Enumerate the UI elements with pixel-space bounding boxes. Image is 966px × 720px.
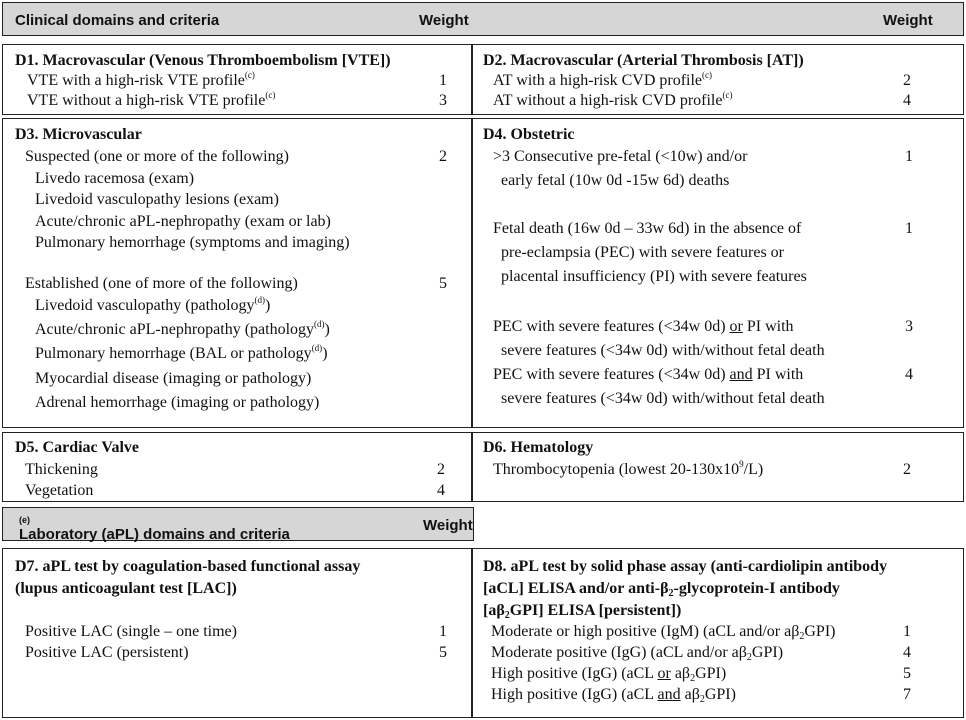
domain-d3 xyxy=(2,118,472,428)
d3-suspected-item-2: Livedoid vasculopathy lesions (exam) xyxy=(35,191,279,208)
domain-d8 xyxy=(472,548,964,718)
d8-row-3-weight: 5 xyxy=(903,665,911,682)
d3-established-item-1: Livedoid vasculopathy (pathology$^{(d)}$) xyxy=(35,295,271,314)
d8-row-2: Moderate positive (IgG) (aCL and/or $a\beta_2GPI$) xyxy=(491,644,784,663)
d7-title-line-2: (lupus anticoagulant test [LAC]) xyxy=(15,580,237,597)
d7-title-line-1: D7. aPL test by coagulation-based functional assay xyxy=(15,558,361,575)
d4-item-c-line-2: severe features (<34w 0d) with/without fetal death xyxy=(501,342,825,359)
d5-title: D5. Cardiac Valve xyxy=(15,439,139,456)
d1-row-1: VTE with a high-risk VTE profile$^{(c)}$ xyxy=(27,70,255,89)
d6-row-1: Thrombocytopenia (lowest $20-130x10^9/L$) xyxy=(493,459,764,478)
domain-d5 xyxy=(2,432,472,502)
d2-row-1: AT with a high-risk CVD profile$^{(c)}$ xyxy=(493,70,713,89)
d7-row-1: Positive LAC (single – one time) xyxy=(25,623,237,640)
d8-title-line-1: D8. aPL test by solid phase assay (anti-cardiolipin antibody xyxy=(483,558,888,575)
d4-item-b-weight: 1 xyxy=(905,220,913,237)
d4-item-d-weight: 4 xyxy=(905,366,913,383)
d3-established: Established (one of more of the following) xyxy=(25,275,298,292)
d4-title: D4. Obstetric xyxy=(483,126,575,143)
d5-row-2-weight: 4 xyxy=(437,482,445,499)
d4-item-a-line-1: >3 Consecutive pre-fetal (<10w) and/or xyxy=(493,148,748,165)
d1-row-2-weight: 3 xyxy=(439,92,447,109)
header-weight-left: Weight xyxy=(419,12,469,29)
domain-d6 xyxy=(472,432,964,502)
d1-row-2: VTE without a high-risk VTE profile$^{(c)}$ xyxy=(27,90,276,109)
d7-row-2-weight: 5 xyxy=(439,644,447,661)
domain-d4 xyxy=(472,118,964,428)
d3-established-item-3: Pulmonary hemorrhage (BAL or pathology$^{(d)}$) xyxy=(35,343,328,362)
d4-item-b-line-2: pre-eclampsia (PEC) with severe features or xyxy=(501,244,784,261)
d7-row-1-weight: 1 xyxy=(439,623,447,640)
d3-suspected-weight: 2 xyxy=(439,148,447,165)
d4-item-c-line-1: PEC with severe features (<34w 0d) or PI with xyxy=(493,318,794,335)
clinical-domains-header xyxy=(2,2,964,36)
domain-d2 xyxy=(472,44,964,115)
d5-row-2: Vegetation xyxy=(25,482,94,499)
d8-row-2-weight: 4 xyxy=(903,644,911,661)
domain-d1 xyxy=(2,44,472,115)
d6-title: D6. Hematology xyxy=(483,439,594,456)
d3-title: D3. Microvascular xyxy=(15,126,142,143)
d3-suspected-item-3: Acute/chronic aPL-nephropathy (exam or lab) xyxy=(35,213,331,230)
d8-title-line-3: $[a\beta_2GPI]$ ELISA [persistent]) xyxy=(483,602,682,621)
d4-item-b-line-1: Fetal death (16w 0d – 33w 6d) in the absence of xyxy=(493,220,802,237)
d8-row-1: Moderate or high positive (IgM) (aCL and/or $a\beta_2GPI$) xyxy=(491,623,836,642)
d8-title-line-2: [aCL] ELISA and/or anti-$\beta_2-glycoprotein-I$ antibody xyxy=(483,580,840,599)
lab-header-title: Laboratory (aPL) domains and criteria $^{(e)}$ xyxy=(19,515,290,543)
d8-row-3: High positive (IgG) (aCL or $a\beta_2GPI$) xyxy=(491,665,727,684)
d4-item-c-weight: 3 xyxy=(905,318,913,335)
d4-item-d-line-1: PEC with severe features (<34w 0d) and PI with xyxy=(493,366,804,383)
d3-established-item-4: Myocardial disease (imaging or pathology) xyxy=(35,370,312,387)
header-title: Clinical domains and criteria xyxy=(15,12,220,29)
d2-row-2: AT without a high-risk CVD profile$^{(c)}$ xyxy=(493,90,733,109)
d3-established-item-2: Acute/chronic aPL-nephropathy (pathology$^{(d)}$) xyxy=(35,319,330,338)
d4-item-d-line-2: severe features (<34w 0d) with/without fetal death xyxy=(501,390,825,407)
d6-row-1-weight: 2 xyxy=(903,461,911,478)
d3-suspected-item-1: Livedo racemosa (exam) xyxy=(35,170,195,187)
d3-established-item-5: Adrenal hemorrhage (imaging or pathology) xyxy=(35,394,320,411)
d8-row-4: High positive (IgG) (aCL and $a\beta_2GPI$) xyxy=(491,686,736,705)
d8-row-1-weight: 1 xyxy=(903,623,911,640)
domain-d7 xyxy=(2,548,472,718)
d2-row-2-weight: 4 xyxy=(903,92,911,109)
header-weight-right: Weight xyxy=(883,12,933,29)
d5-row-1: Thickening xyxy=(25,461,98,478)
d3-suspected-item-4: Pulmonary hemorrhage (symptoms and imaging) xyxy=(35,234,350,251)
d1-title: D1. Macrovascular (Venous Thromboembolism [VTE]) xyxy=(15,52,391,69)
d4-item-a-weight: 1 xyxy=(905,148,913,165)
d4-item-b-line-3: placental insufficiency (PI) with severe features xyxy=(501,268,807,285)
d4-item-a-line-2: early fetal (10w 0d -15w 6d) deaths xyxy=(501,172,730,189)
d2-row-1-weight: 2 xyxy=(903,72,911,89)
lab-header-weight: Weight xyxy=(423,517,473,534)
d5-row-1-weight: 2 xyxy=(437,461,445,478)
d2-title: D2. Macrovascular (Arterial Thrombosis [AT]) xyxy=(483,52,804,69)
laboratory-domains-header xyxy=(2,507,474,541)
d1-row-1-weight: 1 xyxy=(439,72,447,89)
d8-row-4-weight: 7 xyxy=(903,686,911,703)
d7-row-2: Positive LAC (persistent) xyxy=(25,644,189,661)
d3-established-weight: 5 xyxy=(439,275,447,292)
d3-suspected: Suspected (one or more of the following) xyxy=(25,148,289,165)
